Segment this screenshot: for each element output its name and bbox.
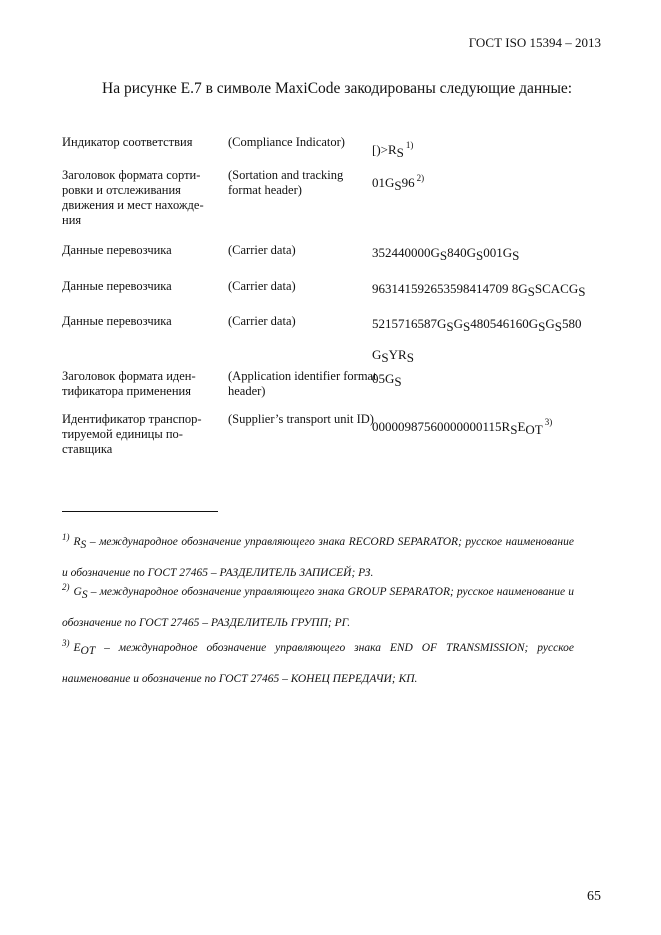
document-id-header: ГОСТ ISO 15394 – 2013	[468, 35, 601, 50]
row-encoded-data: 963141592653598414709 8GSSCACGS	[372, 281, 586, 299]
row-encoded-data: 5215716587GSGS480546160GSGS580 GSYRS	[372, 316, 582, 365]
row-encoded-data: [)>RS $^{1)}$	[372, 140, 414, 160]
row-label-en: (Compliance Indicator)	[228, 135, 345, 149]
intro-text: На рисунке Е.7 в символе MaxiCode закодированы следующие данные:	[102, 80, 573, 97]
row-label-ru: Идентификатор транспор-тируемой единицы по-ставщика	[62, 412, 202, 456]
row-label-ru: Индикатор соответствия	[62, 135, 193, 149]
footnote-3: $^{3)}$ EOT – международное обозначение управляющего знака END OF TRANSMISSION; русское наименование и обозначение по ГОСТ 27465 – КОНЕЦ ПЕРЕДАЧИ; КП.	[62, 638, 574, 685]
row-encoded-data: 352440000GS840GS001GS	[372, 245, 520, 263]
row-label-en: (Carrier data)	[228, 279, 296, 293]
row-label-ru: Заголовок формата сорти-ровки и отслеживания движения и мест нахожде-ния	[62, 168, 204, 227]
footnote-separator	[62, 511, 218, 512]
row-encoded-data: 00000987560000000115RSEOT $^{3)}$	[372, 417, 553, 437]
row-encoded-data: 05GS	[372, 371, 402, 389]
row-label-ru: Данные перевозчика	[62, 314, 172, 328]
row-label-en: (Carrier data)	[228, 314, 296, 328]
row-label-ru: Данные перевозчика	[62, 243, 172, 257]
row-label-ru: Заголовок формата иден-тификатора применения	[62, 369, 196, 398]
row-label-en: (Application identifier format header)	[228, 369, 377, 398]
row-label-en: (Sortation and tracking format header)	[228, 168, 344, 197]
row-label-en: (Supplier’s transport unit ID)	[228, 412, 374, 426]
row-label-en: (Carrier data)	[228, 243, 296, 257]
footnote-1: $^{1)}$ RS – международное обозначение управляющего знака RECORD SEPARATOR; русское наименование и обозначение по ГОСТ 27465 – РАЗДЕЛИТЕЛЬ ЗАПИСЕЙ; РЗ.	[62, 532, 574, 579]
row-encoded-data: 01GS96 $^{2)}$	[372, 173, 425, 193]
page-number: 65	[587, 889, 601, 904]
row-label-ru: Данные перевозчика	[62, 279, 172, 293]
footnote-2: $^{2)}$ GS – международное обозначение управляющего знака GROUP SEPARATOR; русское наименование и обозначение по ГОСТ 27465 – РАЗДЕЛИТЕЛЬ ГРУПП; РГ.	[62, 582, 574, 629]
